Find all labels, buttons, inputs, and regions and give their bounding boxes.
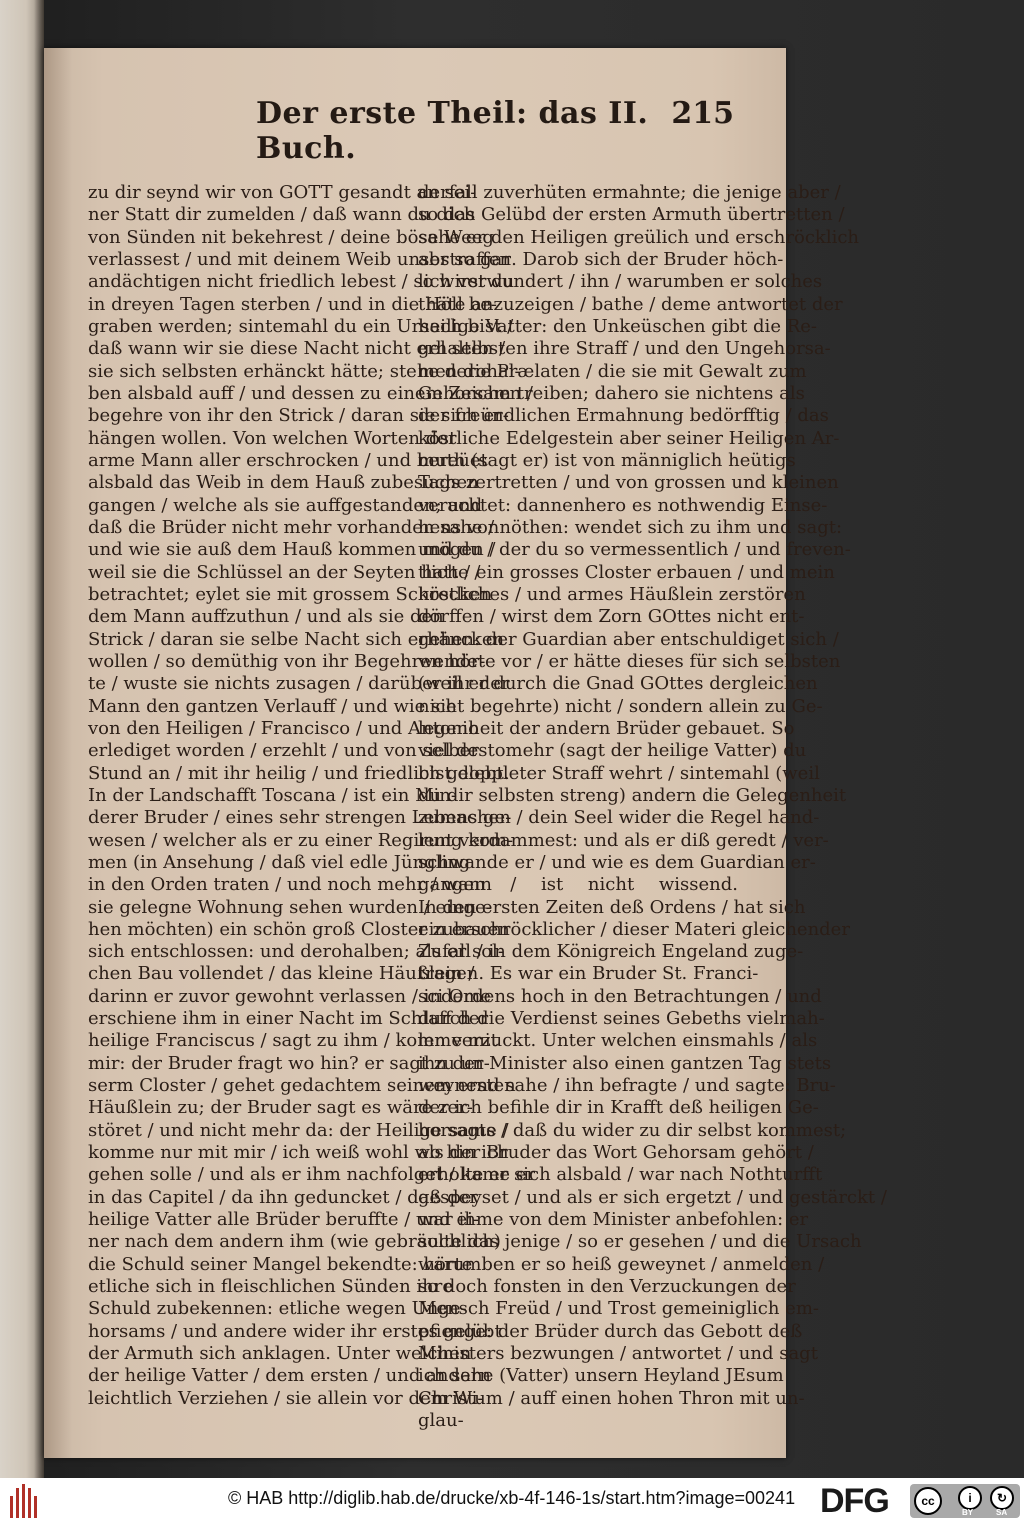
text-line: ich sahe (Vatter) unsern Heyland JEsum	[418, 1365, 784, 1387]
text-line: abstraffen. Darob sich der Bruder höch-	[418, 248, 784, 270]
text-line: erlediget worden / erzehlt / und von selber	[88, 740, 479, 762]
previous-page-edge	[0, 0, 44, 1478]
text-line: so doch fonsten in den Verzuckungen der	[418, 1276, 796, 1298]
text-line: heilige Vatter alle Brüder beruffte / und ei-	[88, 1209, 479, 1231]
text-line: war ihme von dem Minister anbefohlen: er	[418, 1209, 809, 1231]
text-line: Gehorsam treiben; dahero sie nichtens als	[418, 382, 805, 404]
text-line: ein erschröcklicher / dieser Materi gleichender	[418, 918, 850, 940]
text-line: men die Prælaten / die sie mit Gewalt zum	[418, 360, 807, 382]
text-line: betrachtet; eylet sie mit grossem Schrecken	[88, 583, 493, 605]
text-line: muth (sagt er) ist von männiglich heütigs	[418, 449, 796, 471]
page-number: 215	[671, 96, 734, 131]
text-line: Häußlein zu; der Bruder sagt es wäre zer-	[88, 1097, 473, 1119]
text-line: bist doppleter Straff wehrt / sintemahl (weil	[418, 762, 820, 784]
text-line: serm Closter / gehet gedachtem seinem ersten	[88, 1075, 516, 1097]
text-line: gehen: der Guardian aber entschuldiget sich /	[418, 628, 839, 650]
text-line: und wie sie auß dem Hauß kommen mögen /	[88, 539, 496, 561]
text-line: Zufall / in dem Königreich Engeland zuge-	[418, 941, 804, 963]
text-line: Stund an / mit ihr heilig / und friedlich gelebt.	[88, 762, 510, 784]
text-line: In den ersten Zeiten deß Ordens / hat sich	[418, 896, 806, 918]
text-line: men (in Ansehung / daß viel edle Jüngling	[88, 851, 471, 873]
text-line: tragen. Es war ein Bruder St. Franci-	[418, 963, 759, 985]
text-line: köstliche Edelgestein aber seiner Heiligen Ar-	[418, 427, 840, 449]
text-line: verachtet: dannenhero es nothwendig Einse-	[418, 494, 828, 516]
text-line: lich verwundert / ihn / warumben er solches	[418, 271, 823, 293]
text-line: Christum / auff einen hohen Thron mit un-	[418, 1387, 805, 1409]
text-line: dem Mann auffzuthun / und als sie den	[88, 606, 444, 628]
text-line: glau-	[418, 1410, 464, 1432]
by-label: BY	[962, 1508, 974, 1517]
text-line: und du / der du so vermessentlich / und freven-	[418, 539, 851, 561]
text-line: Mensch Freüd / und Trost gemeiniglich em-	[418, 1298, 819, 1320]
text-line: weynend sahe / ihn befragte / und sagte: Bru-	[418, 1075, 836, 1097]
right-text-column	[418, 182, 887, 1432]
text-line: schwande er / und wie es dem Guardian er-	[418, 851, 816, 873]
text-line: Ministers bezwungen / antwortet / und sagt	[418, 1343, 818, 1365]
text-line: von Sünden nit bekehrest / deine böse Weeg	[88, 226, 494, 248]
text-line: graben werden; sintemahl du ein Ursach bist /	[88, 315, 514, 337]
sa-label: SA	[996, 1508, 1008, 1517]
text-line: wesen / welcher als er zu einer Regirung kom-	[88, 829, 514, 851]
text-line: tlich / ein grosses Closter erbauen / und mein	[418, 561, 835, 583]
text-line: sich entschlossen: und derohalben; als er sol-	[88, 941, 504, 963]
text-line: etliche sich in fleischlichen Sünden ihre	[88, 1276, 454, 1298]
text-line: te / wuste sie nichts zusagen / darüber ihr der	[88, 673, 510, 695]
text-line: komme nur mit mir / ich weiß wohl wo hin ich	[88, 1142, 509, 1164]
text-line: alsbald das Weib in dem Hauß zubesuchen	[88, 472, 479, 494]
text-line: sie sich selbsten erhänckt hätte; stehe derohal-	[88, 360, 521, 382]
text-line: daß die Brüder nicht mehr vorhanden sahe /	[88, 516, 495, 538]
text-line: gangen / ist nicht wissend.	[418, 874, 738, 896]
text-line: weil sie die Schlüssel an der Seyten hatte /	[88, 561, 481, 583]
text-line: wollen / so demüthig von ihr Begehren hör-	[88, 650, 486, 672]
text-line: von den Heiligen / Francisco / und Antonio	[88, 717, 479, 739]
dfg-logo[interactable]: DFG	[820, 1482, 889, 1520]
text-line: Strick / daran sie selbe Nacht sich erhäncken	[88, 628, 505, 650]
text-line: thäte anzuzeigen / bathe / deme antwortet der	[418, 293, 843, 315]
text-line: so das Gelübd der ersten Armuth übertretten /	[418, 204, 845, 226]
text-line: die Schuld seiner Mangel bekendte: hörte	[88, 1253, 473, 1275]
text-line: In der Landschafft Toscana / ist ein Min-	[88, 784, 457, 806]
text-line: legenheit der andern Brüder gebauet. So	[418, 717, 795, 739]
text-line: heilige Vatter: den Unkeüschen gibt die Re-	[418, 315, 817, 337]
text-line: der ich befihle dir in Krafft deß heiligen Ge-	[418, 1097, 819, 1119]
text-line: störet / und nicht mehr da: der Heilige sagte /	[88, 1119, 509, 1141]
text-line: gespeyset / und als er sich ergetzt / und gestärckt /	[418, 1186, 887, 1208]
text-line: hen möchten) ein schön groß Closter zubauen	[88, 918, 510, 940]
text-line: ner Statt dir zumelden / daß wann du dich	[88, 204, 476, 226]
text-line: wendete vor / er hätte dieses für sich selbsten	[418, 650, 841, 672]
text-line: Mann den gantzen Verlauff / und wie sie	[88, 695, 457, 717]
cc-icon: cc	[914, 1487, 942, 1515]
text-line: erschiene ihm in einer Nacht im Schlaff der	[88, 1008, 489, 1030]
text-line: horsams / und andere wider ihr erstes gelübt	[88, 1320, 502, 1342]
text-line: in das Capitel / da ihn geduncket / daß der	[88, 1186, 478, 1208]
text-line: ihn der Minister also einen gantzen Tag stets	[418, 1052, 832, 1074]
text-line: der freündlichen Ermahnung bedörfftig / das	[418, 405, 829, 427]
footer-credit-link[interactable]: © HAB http://diglib.hab.de/drucke/xb-4f-146-1s/start.htm?image=00241	[228, 1488, 796, 1508]
text-line: gel selbsten ihre Straff / und den Ungehorsa-	[418, 338, 831, 360]
text-line: verlassest / und mit deinem Weib unser so gar	[88, 248, 511, 270]
header-title: Der erste Theil: das II. Buch.	[256, 96, 649, 166]
text-line: erholte er sich alsbald / war nach Nothturfft	[418, 1164, 823, 1186]
text-line: leichtlich Verziehen / sie allein vor dem Wi-	[88, 1387, 484, 1409]
text-line: zumachen / dein Seel wider die Regel hand-	[418, 807, 820, 829]
text-line: sahe er den Heiligen greülich und erschröcklich	[418, 226, 860, 248]
cc-license-badge[interactable]	[910, 1484, 1020, 1518]
text-line: als der Bruder das Wort Gehorsam gehört /	[418, 1142, 814, 1164]
text-line: durch die Verdienst seines Gebeths vielmah-	[418, 1008, 825, 1030]
text-line: andächtigen nicht friedlich lebest / so wirst du	[88, 271, 515, 293]
text-line: der Armuth sich anklagen. Unter welchen	[88, 1343, 472, 1365]
text-line: der heilige Vatter / dem ersten / und andern	[88, 1365, 491, 1387]
text-line: lent verdammest: und als er diß geredt / ver-	[418, 829, 829, 851]
text-line: solte das jenige / so er gesehen / und die Ursach	[418, 1231, 862, 1253]
text-line: ner nach dem andern ihm (wie gebräuchlich)	[88, 1231, 501, 1253]
footer-bar	[0, 1478, 1024, 1523]
text-line: ben alsbald auff / und dessen zu einem Zeichen /	[88, 382, 533, 404]
text-line: daß wann wir sie diese Nacht nicht erhalten /	[88, 338, 506, 360]
text-line: arme Mann aller erschrocken / und bereüet	[88, 449, 488, 471]
text-line: dörffen / wirst dem Zorn GOttes nicht ent-	[418, 606, 805, 628]
text-line: derer Bruder / eines sehr strengen Lebens ge-	[88, 807, 512, 829]
running-header	[214, 96, 734, 166]
text-line: zu dir seynd wir von GOTT gesandt an sei-	[88, 182, 477, 203]
text-line: in dreyen Tagen sterben / und in die Höll be-	[88, 293, 497, 315]
by-icon: i	[958, 1486, 982, 1510]
text-line: Tags zertretten / und von grossen und kleinen	[418, 472, 839, 494]
left-text-column	[88, 182, 535, 1410]
text-line: begehre von ihr den Strick / daran sie sich er-	[88, 405, 509, 427]
text-line: nicht begehrte) nicht / sondern allein zu Ge-	[418, 695, 823, 717]
text-line: mir: der Bruder fragt wo hin? er sagt zu un-	[88, 1052, 490, 1074]
text-line: Schuld zubekennen: etliche wegen Unge-	[88, 1298, 467, 1320]
text-line: sci Ordens hoch in den Betrachtungen / und	[418, 985, 822, 1007]
text-line: warumben er so heiß geweynet / anmelden /	[418, 1253, 825, 1275]
text-line: sie gelegne Wohnung sehen wurden / einge-	[88, 896, 492, 918]
hab-logo-icon[interactable]	[8, 1484, 44, 1518]
text-line: köstliches / und armes Häußlein zerstören	[418, 583, 806, 605]
text-line: derfall zuverhüten ermahnte; die jenige aber /	[418, 182, 841, 203]
text-line: pfienge: der Brüder durch das Gebott deß	[418, 1320, 803, 1342]
text-line: len verzuckt. Unter welchen einsmahls / als	[418, 1030, 818, 1052]
text-line: chen Bau vollendet / das kleine Häußlein /	[88, 963, 475, 985]
text-line: horsams / daß du wider zu dir selbst kommest;	[418, 1119, 847, 1141]
text-line: hens vonnöthen: wendet sich zu ihm und sagt:	[418, 516, 843, 538]
text-line: heilige Franciscus / sagt zu ihm / komme mit	[88, 1030, 498, 1052]
text-line: hängen wollen. Von welchen Worten der	[88, 427, 457, 449]
text-line: du dir selbsten streng) andern die Gelegenheit	[418, 784, 847, 806]
text-line: viel destomehr (sagt der heilige Vatter) du	[418, 740, 807, 762]
text-line: darinn er zuvor gewohnt verlassen / indeme	[88, 985, 491, 1007]
text-line: in den Orden traten / und noch mehr / wann	[88, 874, 492, 896]
text-line: gehen solle / und als er ihm nachfolget / kame er	[88, 1164, 535, 1186]
text-line: gangen / welche als sie auffgestanden; und	[88, 494, 483, 516]
text-line: (weil er durch die Gnad GOttes dergleichen	[418, 673, 818, 695]
sa-icon: ↻	[990, 1486, 1014, 1510]
